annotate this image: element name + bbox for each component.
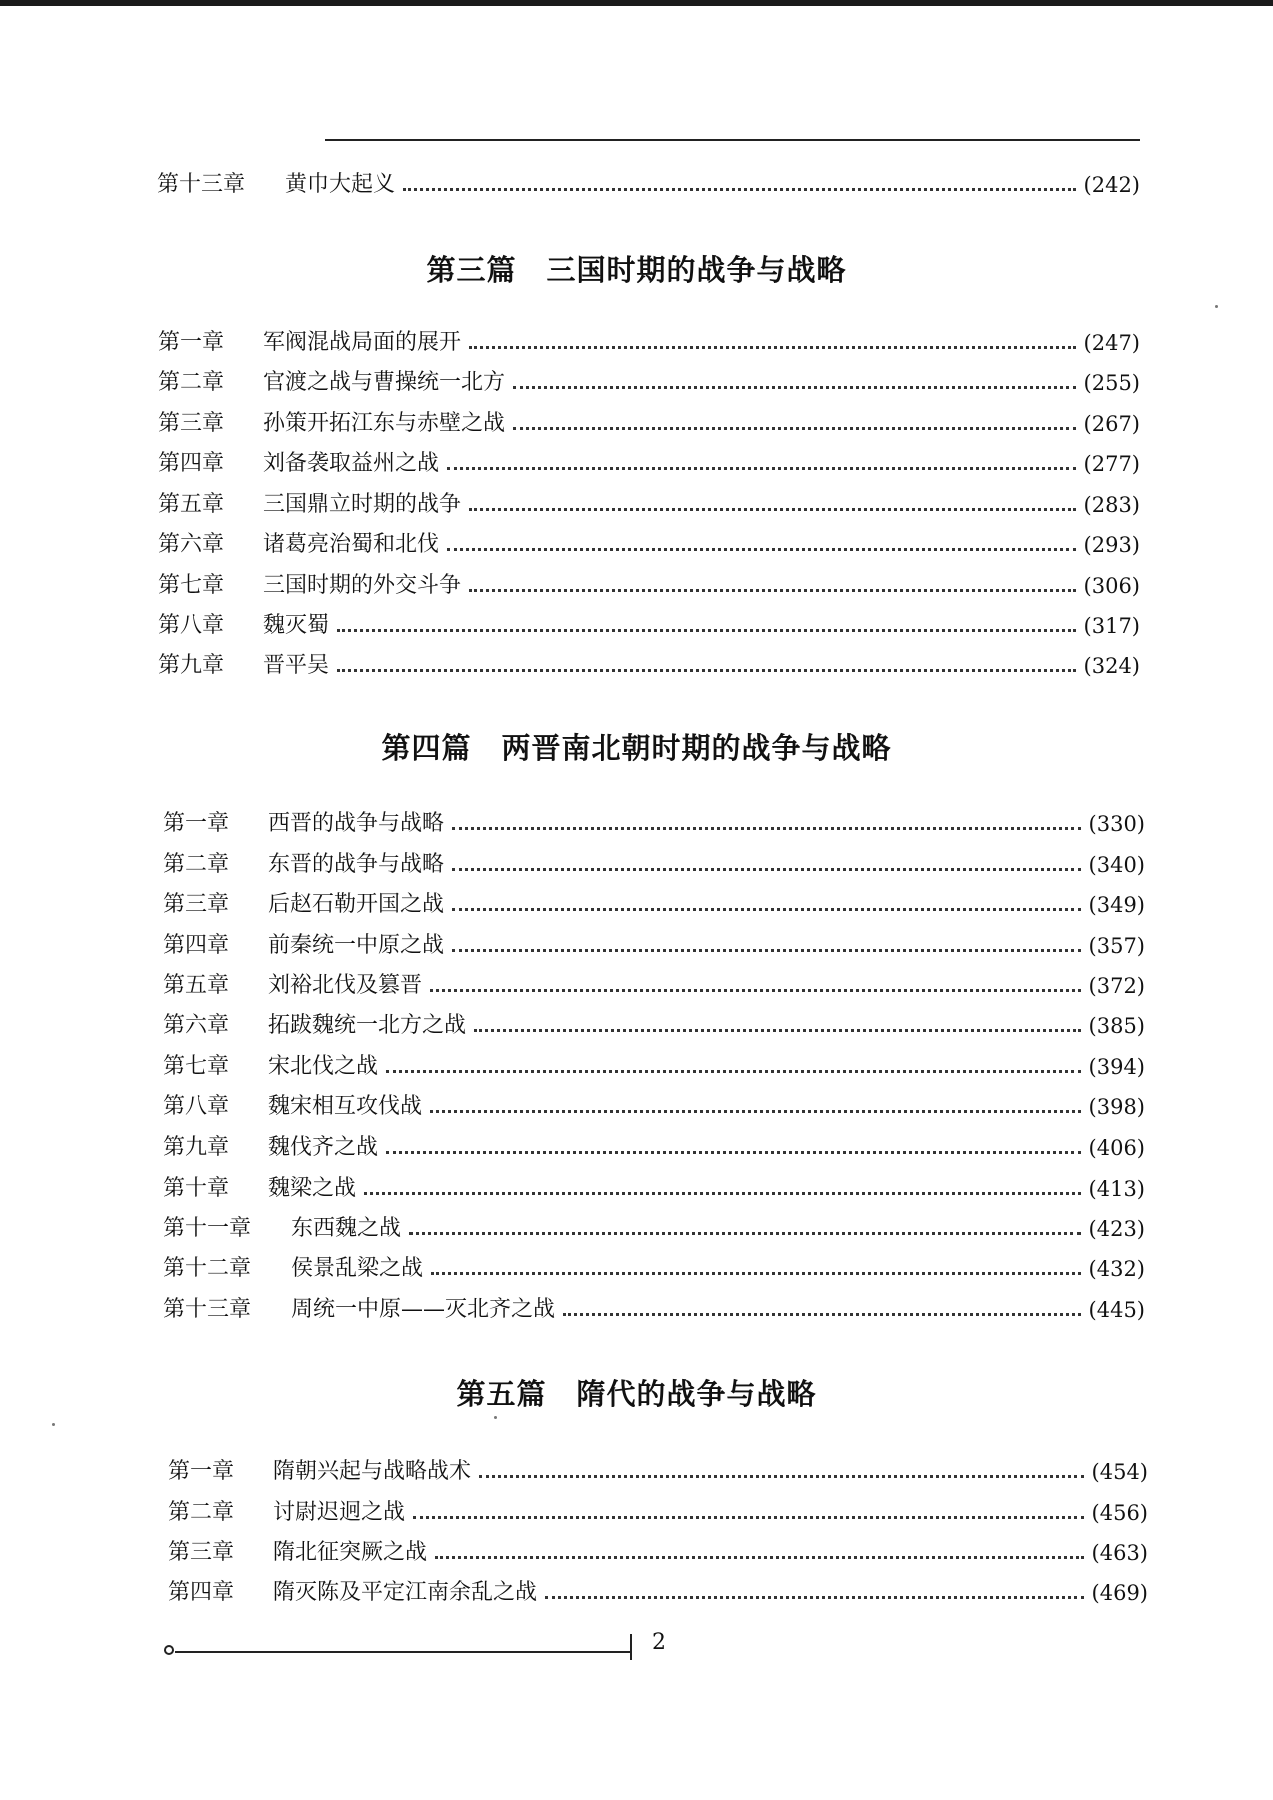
- toc-entry[interactable]: [158, 606, 1140, 646]
- page-ref: (456): [1091, 1501, 1148, 1525]
- dot-leader: [364, 1192, 1081, 1195]
- chapter-title: 孙策开拓江东与赤壁之战: [263, 411, 506, 436]
- dot-leader: [337, 629, 1076, 632]
- toc-entry[interactable]: [158, 363, 1140, 403]
- toc-entry[interactable]: [157, 165, 1140, 205]
- toc-entry[interactable]: [163, 1128, 1145, 1168]
- chapter-title: 隋朝兴起与战略战术: [273, 1459, 472, 1484]
- page-ref: (330): [1088, 812, 1145, 836]
- chapter-number: 第十二章: [163, 1256, 252, 1281]
- chapter-title: 东晋的战争与战略: [268, 852, 445, 877]
- chapter-number: 第七章: [158, 573, 225, 598]
- chapter-title: 西晋的战争与战略: [268, 811, 445, 836]
- page-ref: (432): [1088, 1257, 1145, 1281]
- page-ref: (324): [1083, 654, 1140, 678]
- chapter-title: 刘备袭取益州之战: [263, 451, 440, 476]
- chapter-title: 黄巾大起义: [285, 172, 396, 197]
- chapter-number: 第三章: [163, 892, 230, 917]
- chapter-number: 第四章: [168, 1580, 235, 1605]
- dot-leader: [452, 868, 1081, 871]
- dot-leader: [479, 1475, 1084, 1478]
- chapter-title: 宋北伐之战: [268, 1054, 379, 1079]
- dot-leader: [563, 1313, 1081, 1316]
- chapter-number: 第十一章: [163, 1216, 252, 1241]
- chapter-title: 军阀混战局面的展开: [263, 330, 462, 355]
- dot-leader: [447, 467, 1076, 470]
- chapter-number: 第九章: [163, 1135, 230, 1160]
- dot-leader: [413, 1516, 1084, 1519]
- chapter-number: 第十三章: [163, 1297, 252, 1322]
- page-ref: (247): [1083, 331, 1140, 355]
- toc-entry[interactable]: [158, 646, 1140, 686]
- page-ref: (372): [1088, 974, 1145, 998]
- dot-leader: [469, 346, 1076, 349]
- toc-entry[interactable]: [168, 1452, 1148, 1492]
- chapter-title: 拓跋魏统一北方之战: [268, 1013, 467, 1038]
- page-number: 2: [652, 1630, 666, 1655]
- chapter-title: 三国时期的外交斗争: [263, 573, 462, 598]
- toc-entry[interactable]: [163, 966, 1145, 1006]
- toc-entry[interactable]: [158, 404, 1140, 444]
- dot-leader: [435, 1556, 1084, 1559]
- page-ref: (445): [1088, 1298, 1145, 1322]
- dot-leader: [469, 508, 1076, 511]
- page-ref: (340): [1088, 853, 1145, 877]
- chapter-title: 隋北征突厥之战: [273, 1540, 428, 1565]
- scan-speck: [494, 1416, 497, 1419]
- page-ref: (406): [1088, 1136, 1145, 1160]
- footer-rule: [175, 1651, 630, 1653]
- dot-leader: [430, 989, 1081, 992]
- chapter-title: 诸葛亮治蜀和北伐: [263, 532, 440, 557]
- scan-edge: [0, 0, 1273, 6]
- page-ref: (283): [1083, 493, 1140, 517]
- page-ref: (357): [1088, 934, 1145, 958]
- dot-leader: [447, 548, 1076, 551]
- dot-leader: [469, 589, 1076, 592]
- chapter-title: 魏宋相互攻伐战: [268, 1094, 423, 1119]
- chapter-title: 刘裕北伐及篡晋: [268, 973, 423, 998]
- page-ref: (255): [1083, 371, 1140, 395]
- page-ref: (385): [1088, 1014, 1145, 1038]
- chapter-number: 第一章: [163, 811, 230, 836]
- page-ref: (349): [1088, 893, 1145, 917]
- chapter-number: 第十章: [163, 1176, 230, 1201]
- chapter-number: 第六章: [158, 532, 225, 557]
- chapter-number: 第八章: [163, 1094, 230, 1119]
- dot-leader: [452, 908, 1081, 911]
- toc-entry[interactable]: [163, 1047, 1145, 1087]
- page-ref: (454): [1091, 1460, 1148, 1484]
- footer-circle-ornament: [164, 1645, 174, 1655]
- chapter-number: 第六章: [163, 1013, 230, 1038]
- page-ref: (413): [1088, 1177, 1145, 1201]
- scan-speck: [1215, 305, 1218, 308]
- toc-entry[interactable]: [158, 566, 1140, 606]
- page-ref: (398): [1088, 1095, 1145, 1119]
- page-ref: (469): [1091, 1581, 1148, 1605]
- toc-entry[interactable]: [163, 1209, 1145, 1249]
- toc-entry[interactable]: [163, 885, 1145, 925]
- chapter-title: 魏灭蜀: [263, 613, 330, 638]
- toc-entry[interactable]: [158, 323, 1140, 363]
- dot-leader: [386, 1151, 1081, 1154]
- toc-entry[interactable]: [158, 525, 1140, 565]
- page-ref: (277): [1083, 452, 1140, 476]
- page-ref: (242): [1083, 173, 1140, 197]
- chapter-title: 讨尉迟迥之战: [273, 1500, 406, 1525]
- chapter-title: 魏梁之战: [268, 1176, 357, 1201]
- page-ref: (293): [1083, 533, 1140, 557]
- toc-entry[interactable]: [163, 1249, 1145, 1289]
- toc-entry[interactable]: [168, 1493, 1148, 1533]
- chapter-number: 第四章: [158, 451, 225, 476]
- dot-leader: [513, 386, 1076, 389]
- toc-entry[interactable]: [163, 845, 1145, 885]
- chapter-number: 第八章: [158, 613, 225, 638]
- toc-entry[interactable]: [163, 1006, 1145, 1046]
- page-ref: (463): [1091, 1541, 1148, 1565]
- chapter-title: 周统一中原——灭北齐之战: [291, 1297, 556, 1322]
- page-ref: (306): [1083, 574, 1140, 598]
- toc-entry[interactable]: [163, 1290, 1145, 1330]
- chapter-title: 后赵石勒开国之战: [268, 892, 445, 917]
- chapter-number: 第二章: [163, 852, 230, 877]
- chapter-number: 第二章: [168, 1500, 235, 1525]
- chapter-number: 第一章: [168, 1459, 235, 1484]
- chapter-number: 第九章: [158, 653, 225, 678]
- dot-leader: [337, 669, 1076, 672]
- dot-leader: [452, 827, 1081, 830]
- dot-leader: [386, 1070, 1081, 1073]
- chapter-number: 第四章: [163, 933, 230, 958]
- chapter-title: 三国鼎立时期的战争: [263, 492, 462, 517]
- footer-tick: [630, 1634, 632, 1660]
- page-ref: (394): [1088, 1055, 1145, 1079]
- part-title: 第四篇 两晋南北朝时期的战争与战略: [381, 731, 892, 765]
- dot-leader: [403, 188, 1076, 191]
- part-title: 第五篇 隋代的战争与战略: [456, 1377, 817, 1411]
- page-ref: (267): [1083, 412, 1140, 436]
- chapter-title: 魏伐齐之战: [268, 1135, 379, 1160]
- chapter-title: 侯景乱梁之战: [291, 1256, 424, 1281]
- dot-leader: [409, 1232, 1081, 1235]
- part-title: 第三篇 三国时期的战争与战略: [426, 253, 847, 287]
- chapter-number: 第七章: [163, 1054, 230, 1079]
- chapter-number: 第五章: [158, 492, 225, 517]
- dot-leader: [545, 1596, 1084, 1599]
- chapter-number: 第三章: [158, 411, 225, 436]
- chapter-title: 东西魏之战: [291, 1216, 402, 1241]
- toc-entry[interactable]: [158, 444, 1140, 484]
- chapter-number: 第十三章: [157, 172, 246, 197]
- chapter-title: 晋平吴: [263, 653, 330, 678]
- chapter-number: 第二章: [158, 370, 225, 395]
- chapter-number: 第一章: [158, 330, 225, 355]
- dot-leader: [513, 427, 1076, 430]
- chapter-title: 前秦统一中原之战: [268, 933, 445, 958]
- scan-speck: [52, 1423, 55, 1426]
- chapter-title: 官渡之战与曹操统一北方: [263, 370, 506, 395]
- toc-entry[interactable]: [163, 1169, 1145, 1209]
- page-ref: (317): [1083, 614, 1140, 638]
- chapter-number: 第三章: [168, 1540, 235, 1565]
- toc-entry[interactable]: [163, 1087, 1145, 1127]
- header-rule: [325, 139, 1140, 141]
- dot-leader: [452, 949, 1081, 952]
- toc-entry[interactable]: [168, 1573, 1148, 1613]
- chapter-title: 隋灭陈及平定江南余乱之战: [273, 1580, 538, 1605]
- dot-leader: [431, 1272, 1081, 1275]
- page-ref: (423): [1088, 1217, 1145, 1241]
- dot-leader: [474, 1029, 1081, 1032]
- toc-entry[interactable]: [163, 926, 1145, 966]
- toc-entry[interactable]: [168, 1533, 1148, 1573]
- toc-entry[interactable]: [158, 485, 1140, 525]
- toc-entry[interactable]: [163, 804, 1145, 844]
- chapter-number: 第五章: [163, 973, 230, 998]
- dot-leader: [430, 1110, 1081, 1113]
